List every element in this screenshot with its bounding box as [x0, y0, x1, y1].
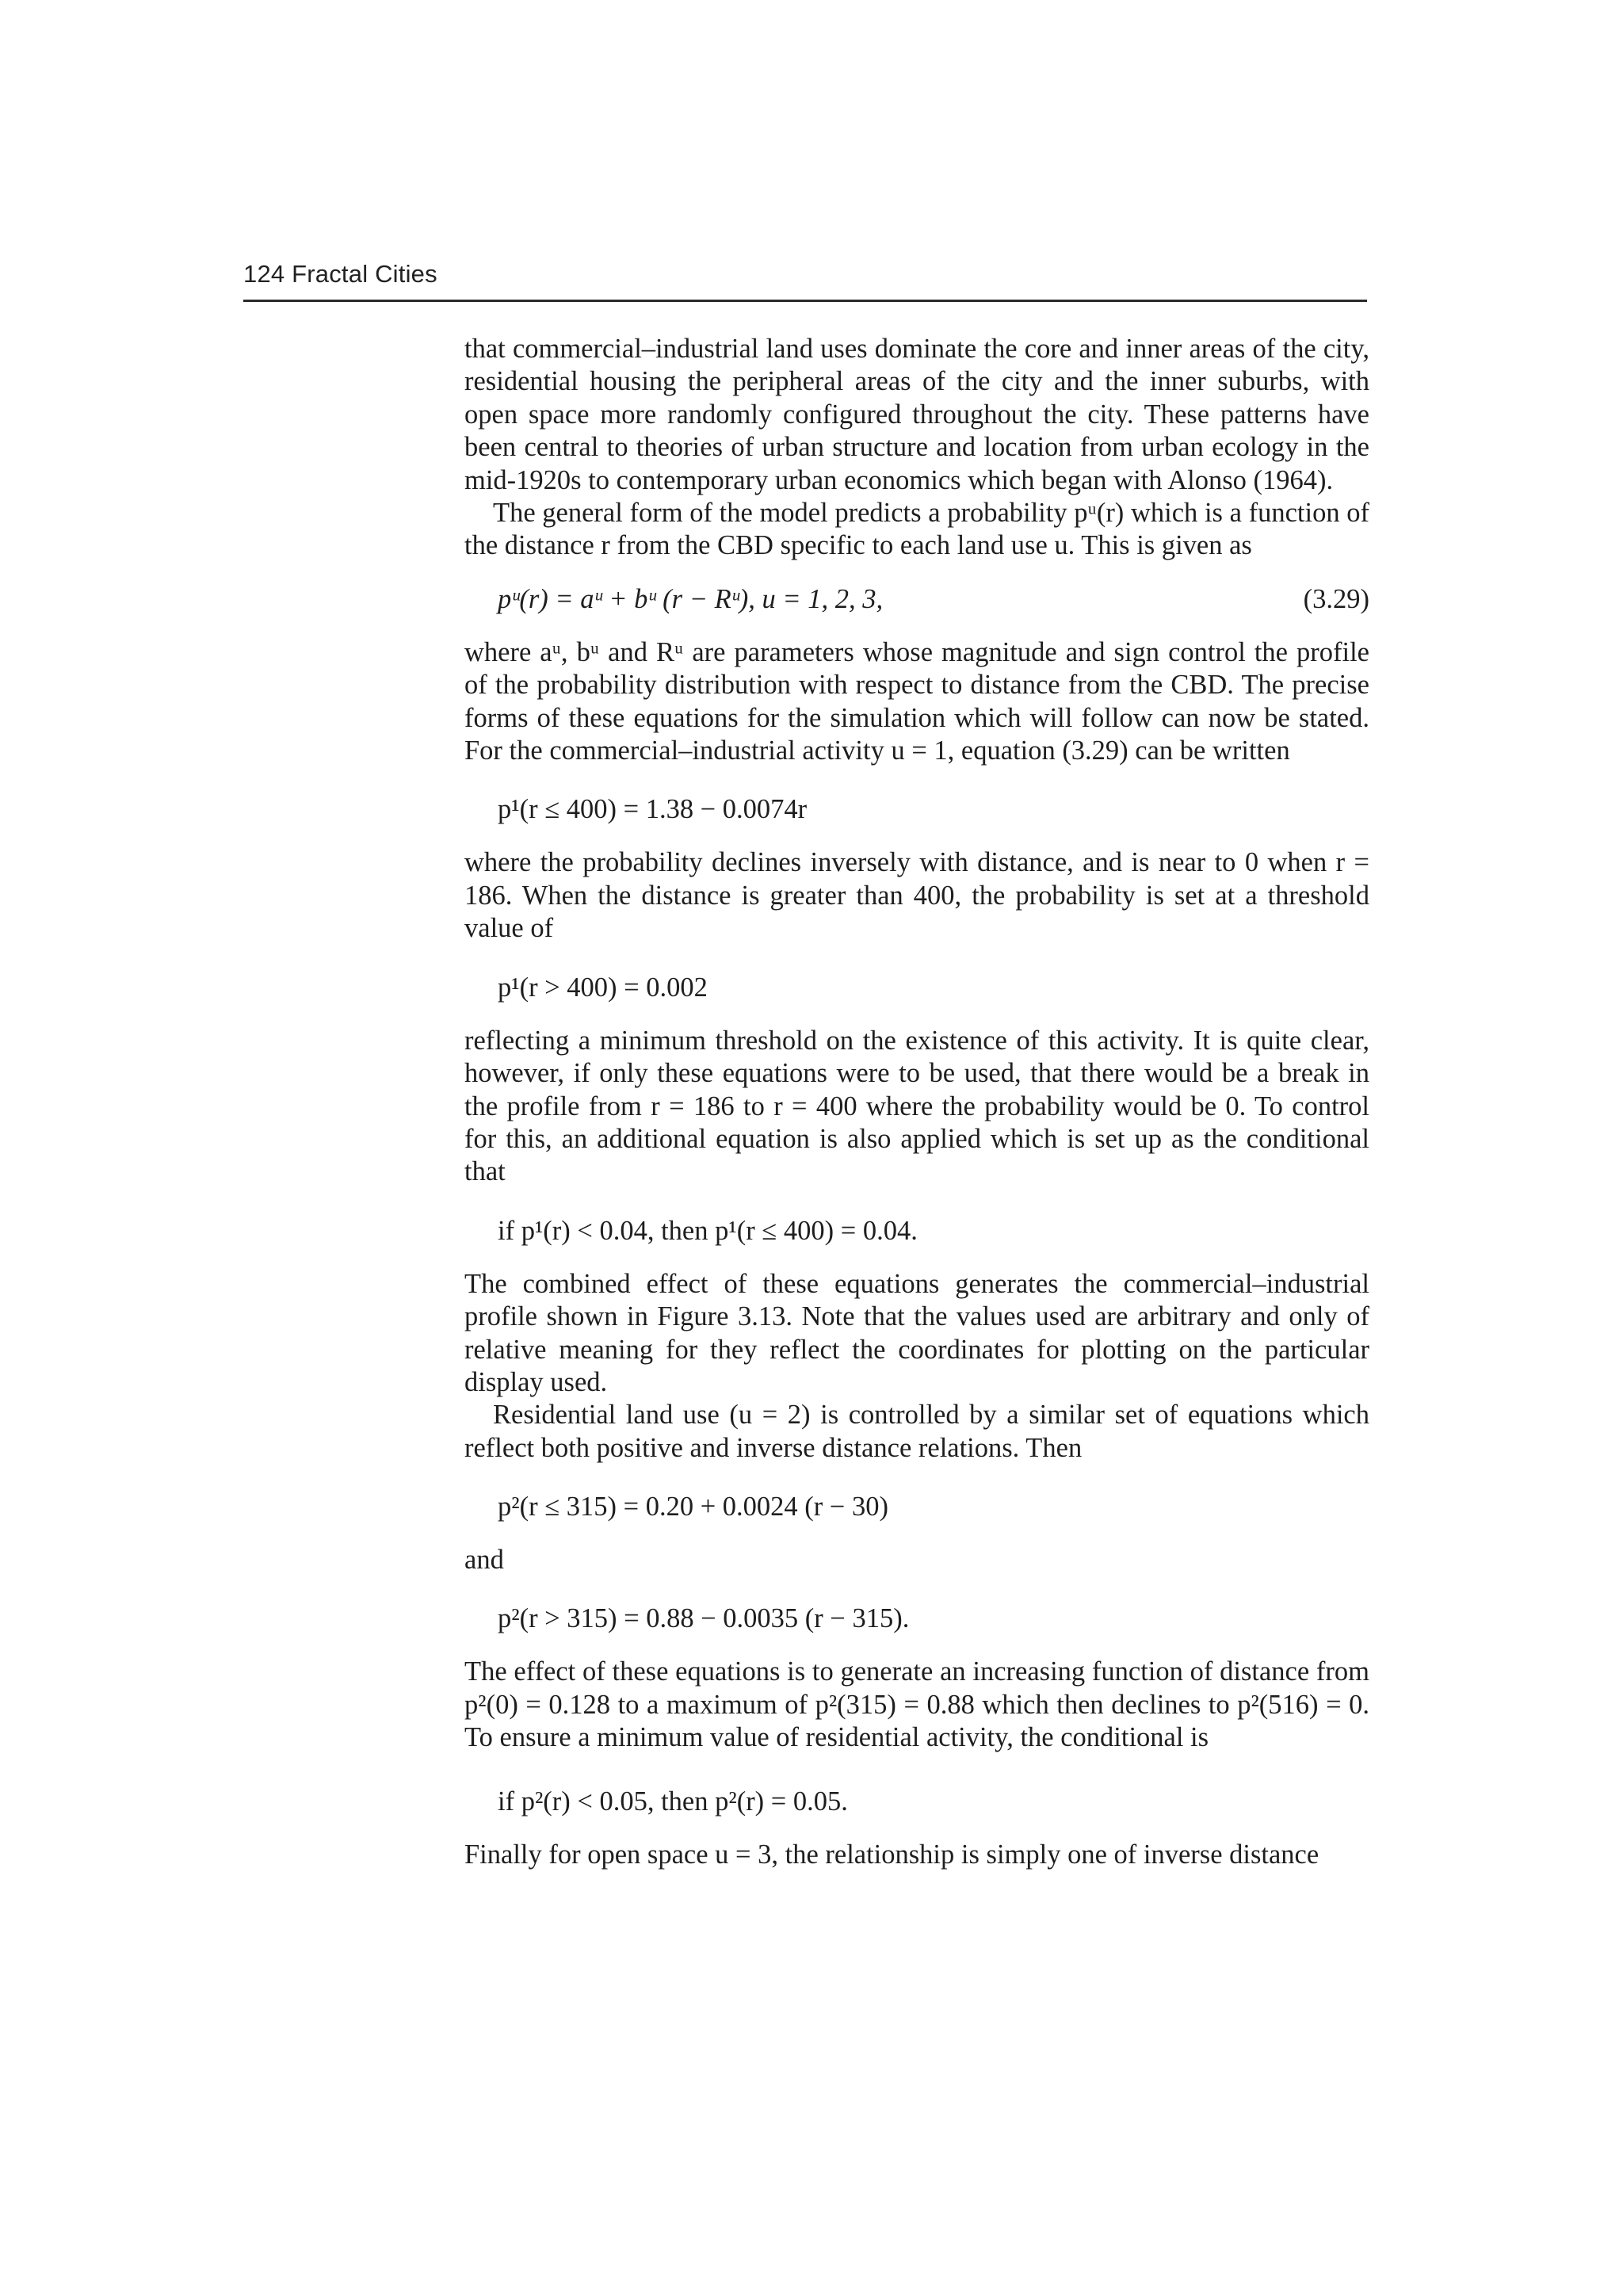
equation-expression: if p¹(r) < 0.04, then p¹(r ≤ 400) = 0.04. [498, 1215, 918, 1246]
page-header [243, 252, 1367, 308]
paragraph-5: reflecting a minimum threshold on the existence of this activity. It is quite clear, however, if only these equations were to be used, that there would be a break in the profile from r = 186 to r = 400 where the probability would be 0. To control for this, an additional equation is also applied which is set up as the conditional that [464, 1025, 1369, 1187]
paragraph-4: where the probability declines inversely with distance, and is near to 0 when r = 186. When the distance is greater than 400, the probability is set at a threshold value of [464, 847, 1369, 944]
equation-p1-gt-400 [464, 972, 1369, 1004]
equation-3-29 [464, 583, 1369, 616]
equation-expression: pᵘ(r) = aᵘ + bᵘ (r − Rᵘ), u = 1, 2, 3, [498, 583, 884, 614]
running-head: 124 Fractal Cities [243, 260, 437, 288]
equation-p1-le-400 [464, 793, 1369, 826]
equation-p2-conditional [464, 1786, 1369, 1818]
paragraph-8: The effect of these equations is to generate an increasing function of distance from p²(0) = 0.128 to a maximum of p²(315) = 0.88 which then declines to p²(516) = 0. To ensure a minimum value of residential activity, the conditional is [464, 1656, 1369, 1752]
equation-expression: if p²(r) < 0.05, then p²(r) = 0.05. [498, 1786, 848, 1817]
paragraph-6: The combined effect of these equations generates the commercial–industrial profile shown in Figure 3.13. Note that the values used are arbitrary and only of relative meaning for they reflect the coordinates for plotting on the particular display used. [464, 1268, 1369, 1397]
paragraph-2: The general form of the model predicts a probability pᵘ(r) which is a function of the distance r from the CBD specific to each land use u. This is given as [464, 498, 1369, 561]
and-word: and [464, 1545, 504, 1576]
equation-p2-le-315 [464, 1491, 1369, 1523]
equation-expression: p²(r ≤ 315) = 0.20 + 0.0024 (r − 30) [498, 1492, 888, 1522]
equation-number: (3.29) [1303, 583, 1369, 614]
equation-p2-gt-315 [464, 1603, 1369, 1635]
paragraph-7: Residential land use (u = 2) is controlled by a similar set of equations which reflect both positive and inverse distance relations. Then [464, 1400, 1369, 1463]
equation-expression: p²(r > 315) = 0.88 − 0.0035 (r − 315). [498, 1603, 910, 1634]
and-line [464, 1544, 1369, 1576]
equation-expression: p¹(r ≤ 400) = 1.38 − 0.0074r [498, 794, 808, 825]
paragraph-3: where aᵘ, bᵘ and Rᵘ are parameters whose magnitude and sign control the profile of the probability distribution with respect to distance from the CBD. The precise forms of these equations for the simulation which will follow can now be stated. For the commercial–industrial activity u = 1, equation (3.29) can be written [464, 636, 1369, 766]
paragraph-1: that commercial–industrial land uses dominate the core and inner areas of the city, residential housing the peripheral areas of the city and the inner suburbs, with open space more randomly configured throughout the city. These patterns have been central to theories of urban structure and location from urban ecology in the mid-1920s to contemporary urban economics which began with Alonso (1964). [464, 334, 1369, 495]
equation-p1-conditional [464, 1215, 1369, 1247]
paragraph-9: Finally for open space u = 3, the relationship is simply one of inverse distance [464, 1839, 1319, 1870]
header-rule [243, 300, 1367, 302]
equation-expression: p¹(r > 400) = 0.002 [498, 972, 708, 1003]
body-text [464, 333, 1369, 1872]
